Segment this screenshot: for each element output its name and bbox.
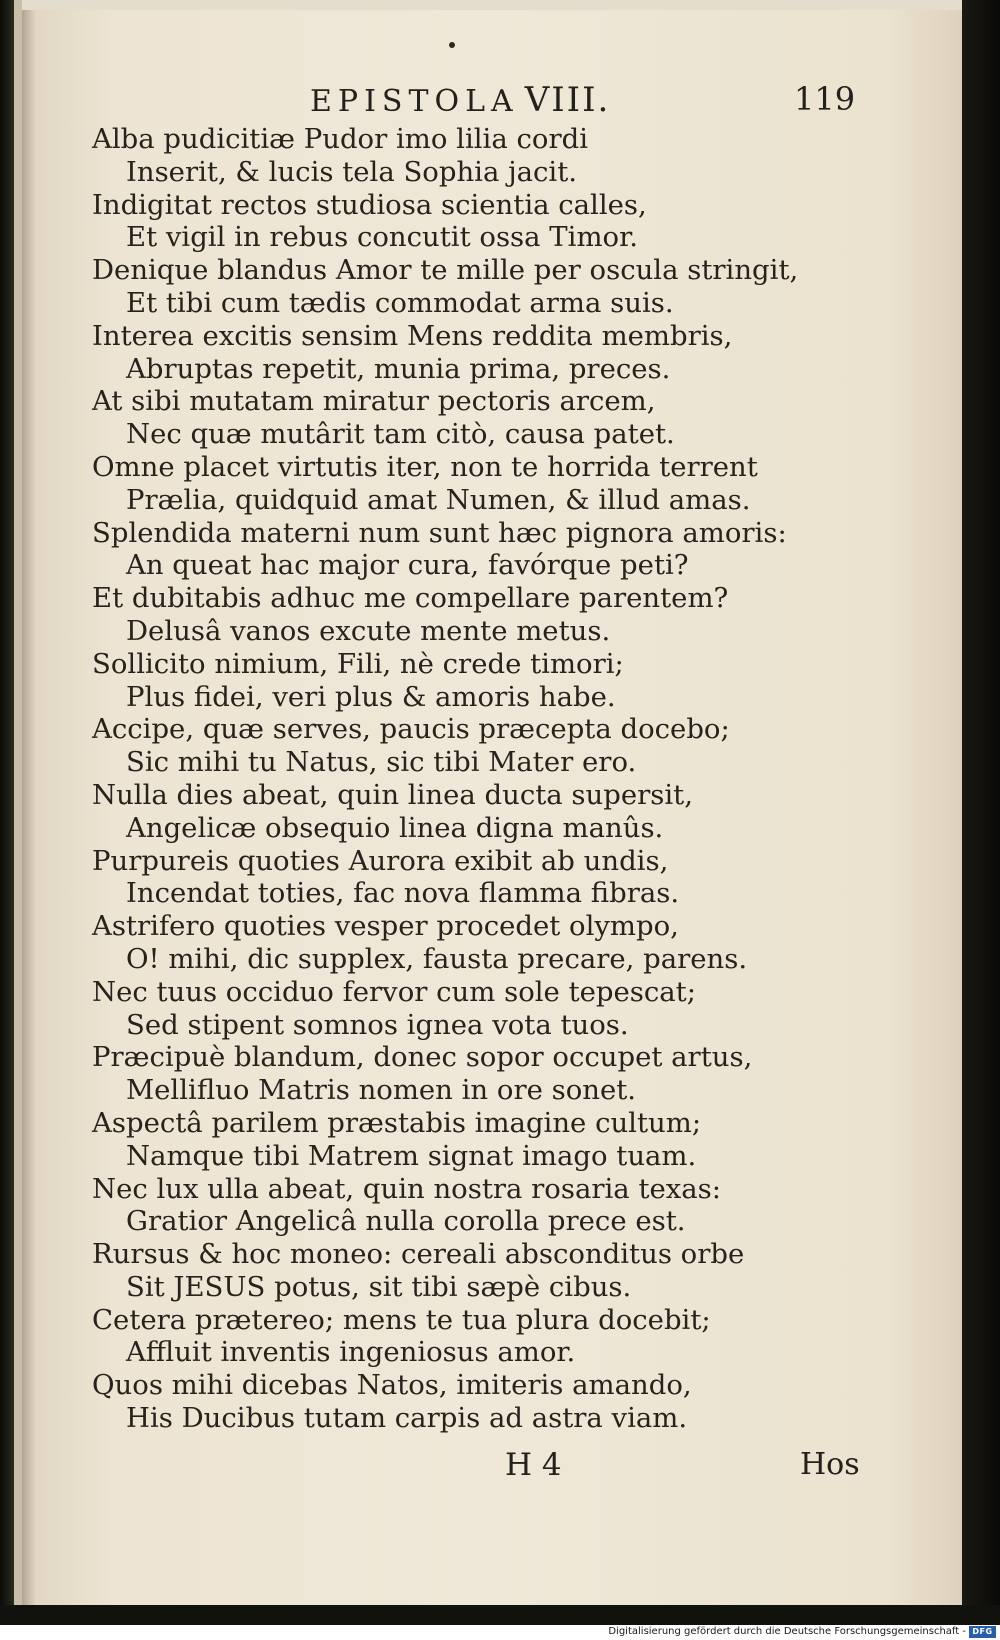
poem-line: Inserit, & lucis tela Sophia jacit. bbox=[126, 155, 578, 188]
poem-line: Sit JESUS potus, sit tibi sæpè cibus. bbox=[126, 1270, 632, 1303]
running-title: EPISTOLA bbox=[310, 84, 519, 119]
poem-line: Interea excitis sensim Mens reddita membris, bbox=[92, 319, 733, 352]
poem-line: Sollicito nimium, Fili, nè crede timori; bbox=[92, 647, 624, 680]
poem-line: Astrifero quoties vesper procedet olympo, bbox=[92, 910, 679, 943]
poem-line: Et dubitabis adhuc me compellare parentem? bbox=[92, 582, 729, 615]
poem-line: Accipe, quæ serves, paucis præcepta docebo; bbox=[92, 713, 730, 746]
poem-line: Cetera prætereo; mens te tua plura docebit; bbox=[92, 1303, 711, 1336]
poem-line: O! mihi, dic supplex, fausta precare, parens. bbox=[126, 942, 748, 975]
scan-backdrop-bottom bbox=[0, 1605, 1000, 1625]
poem-line: Et tibi cum tædis commodat arma suis. bbox=[126, 286, 674, 319]
poem-line: Mellifluo Matris nomen in ore sonet. bbox=[126, 1074, 637, 1107]
poem-line: Et vigil in rebus concutit ossa Timor. bbox=[126, 221, 638, 254]
poem-line: Incendat toties, fac nova flamma fibras. bbox=[126, 877, 680, 910]
signature-mark: H 4 bbox=[505, 1447, 562, 1483]
poem-line: Nec quæ mutârit tam citò, causa patet. bbox=[126, 418, 675, 451]
page-edge-shadow bbox=[22, 10, 36, 1605]
poem-line: Nulla dies abeat, quin linea ducta supersit, bbox=[92, 778, 693, 811]
poem-line: Rursus & hoc moneo: cereali absconditus orbe bbox=[92, 1238, 745, 1271]
poem-text bbox=[92, 123, 952, 1435]
poem-line: Omne placet virtutis iter, non te horrida terrent bbox=[92, 450, 758, 483]
poem-line: Plus fidei, veri plus & amoris habe. bbox=[126, 680, 616, 713]
poem-line: Sic mihi tu Natus, sic tibi Mater ero. bbox=[126, 746, 637, 779]
poem-line: Nec tuus occiduo fervor cum sole tepescat; bbox=[92, 975, 696, 1008]
poem-line: Angelicæ obsequio linea digna manûs. bbox=[126, 811, 664, 844]
poem-line: Namque tibi Matrem signat imago tuam. bbox=[126, 1139, 697, 1172]
poem-line: Sed stipent somnos ignea vota tuos. bbox=[126, 1008, 629, 1041]
poem-line: Gratior Angelicâ nulla corolla prece est. bbox=[126, 1205, 686, 1238]
poem-line: Alba pudicitiæ Pudor imo lilia cordi bbox=[92, 123, 588, 155]
running-head bbox=[310, 80, 610, 120]
ornament-dot bbox=[449, 42, 455, 48]
catchword: Hos bbox=[800, 1447, 860, 1482]
page-stack-edge bbox=[14, 0, 22, 1625]
poem-line: Præcipuè blandum, donec sopor occupet artus, bbox=[92, 1041, 753, 1074]
poem-line: Affluit inventis ingeniosus amor. bbox=[126, 1336, 576, 1369]
funding-credit: Digitalisierung gefördert durch die Deutsche Forschungsgemeinschaft - bbox=[608, 1626, 966, 1637]
poem-line: Prælia, quidquid amat Numen, & illud amas. bbox=[126, 483, 751, 516]
poem-line: Aspectâ parilem præstabis imagine cultum; bbox=[92, 1106, 702, 1139]
binding-shadow bbox=[0, 0, 14, 1625]
page-number: 119 bbox=[794, 80, 856, 118]
dfg-logo: DFG bbox=[969, 1626, 996, 1638]
running-number: VIII. bbox=[524, 80, 611, 120]
poem-line: Delusâ vanos excute mente metus. bbox=[126, 614, 611, 647]
poem-line: Purpureis quoties Aurora exibit ab undis, bbox=[92, 844, 669, 877]
scan-backdrop-right bbox=[962, 0, 1000, 1625]
poem-line: Indigitat rectos studiosa scientia calles, bbox=[92, 188, 647, 221]
poem-line: Quos mihi dicebas Natos, imiteris amando, bbox=[92, 1369, 692, 1402]
poem-line: An queat hac major cura, favórque peti? bbox=[126, 549, 689, 582]
poem-line: His Ducibus tutam carpis ad astra viam. bbox=[126, 1402, 688, 1435]
poem-line: At sibi mutatam miratur pectoris arcem, bbox=[92, 385, 656, 418]
poem-line: Nec lux ulla abeat, quin nostra rosaria texas: bbox=[92, 1172, 722, 1205]
poem-line: Denique blandus Amor te mille per oscula stringit, bbox=[92, 254, 799, 287]
poem-line: Splendida materni num sunt hæc pignora amoris: bbox=[92, 516, 787, 549]
poem-line: Abruptas repetit, munia prima, preces. bbox=[126, 352, 671, 385]
